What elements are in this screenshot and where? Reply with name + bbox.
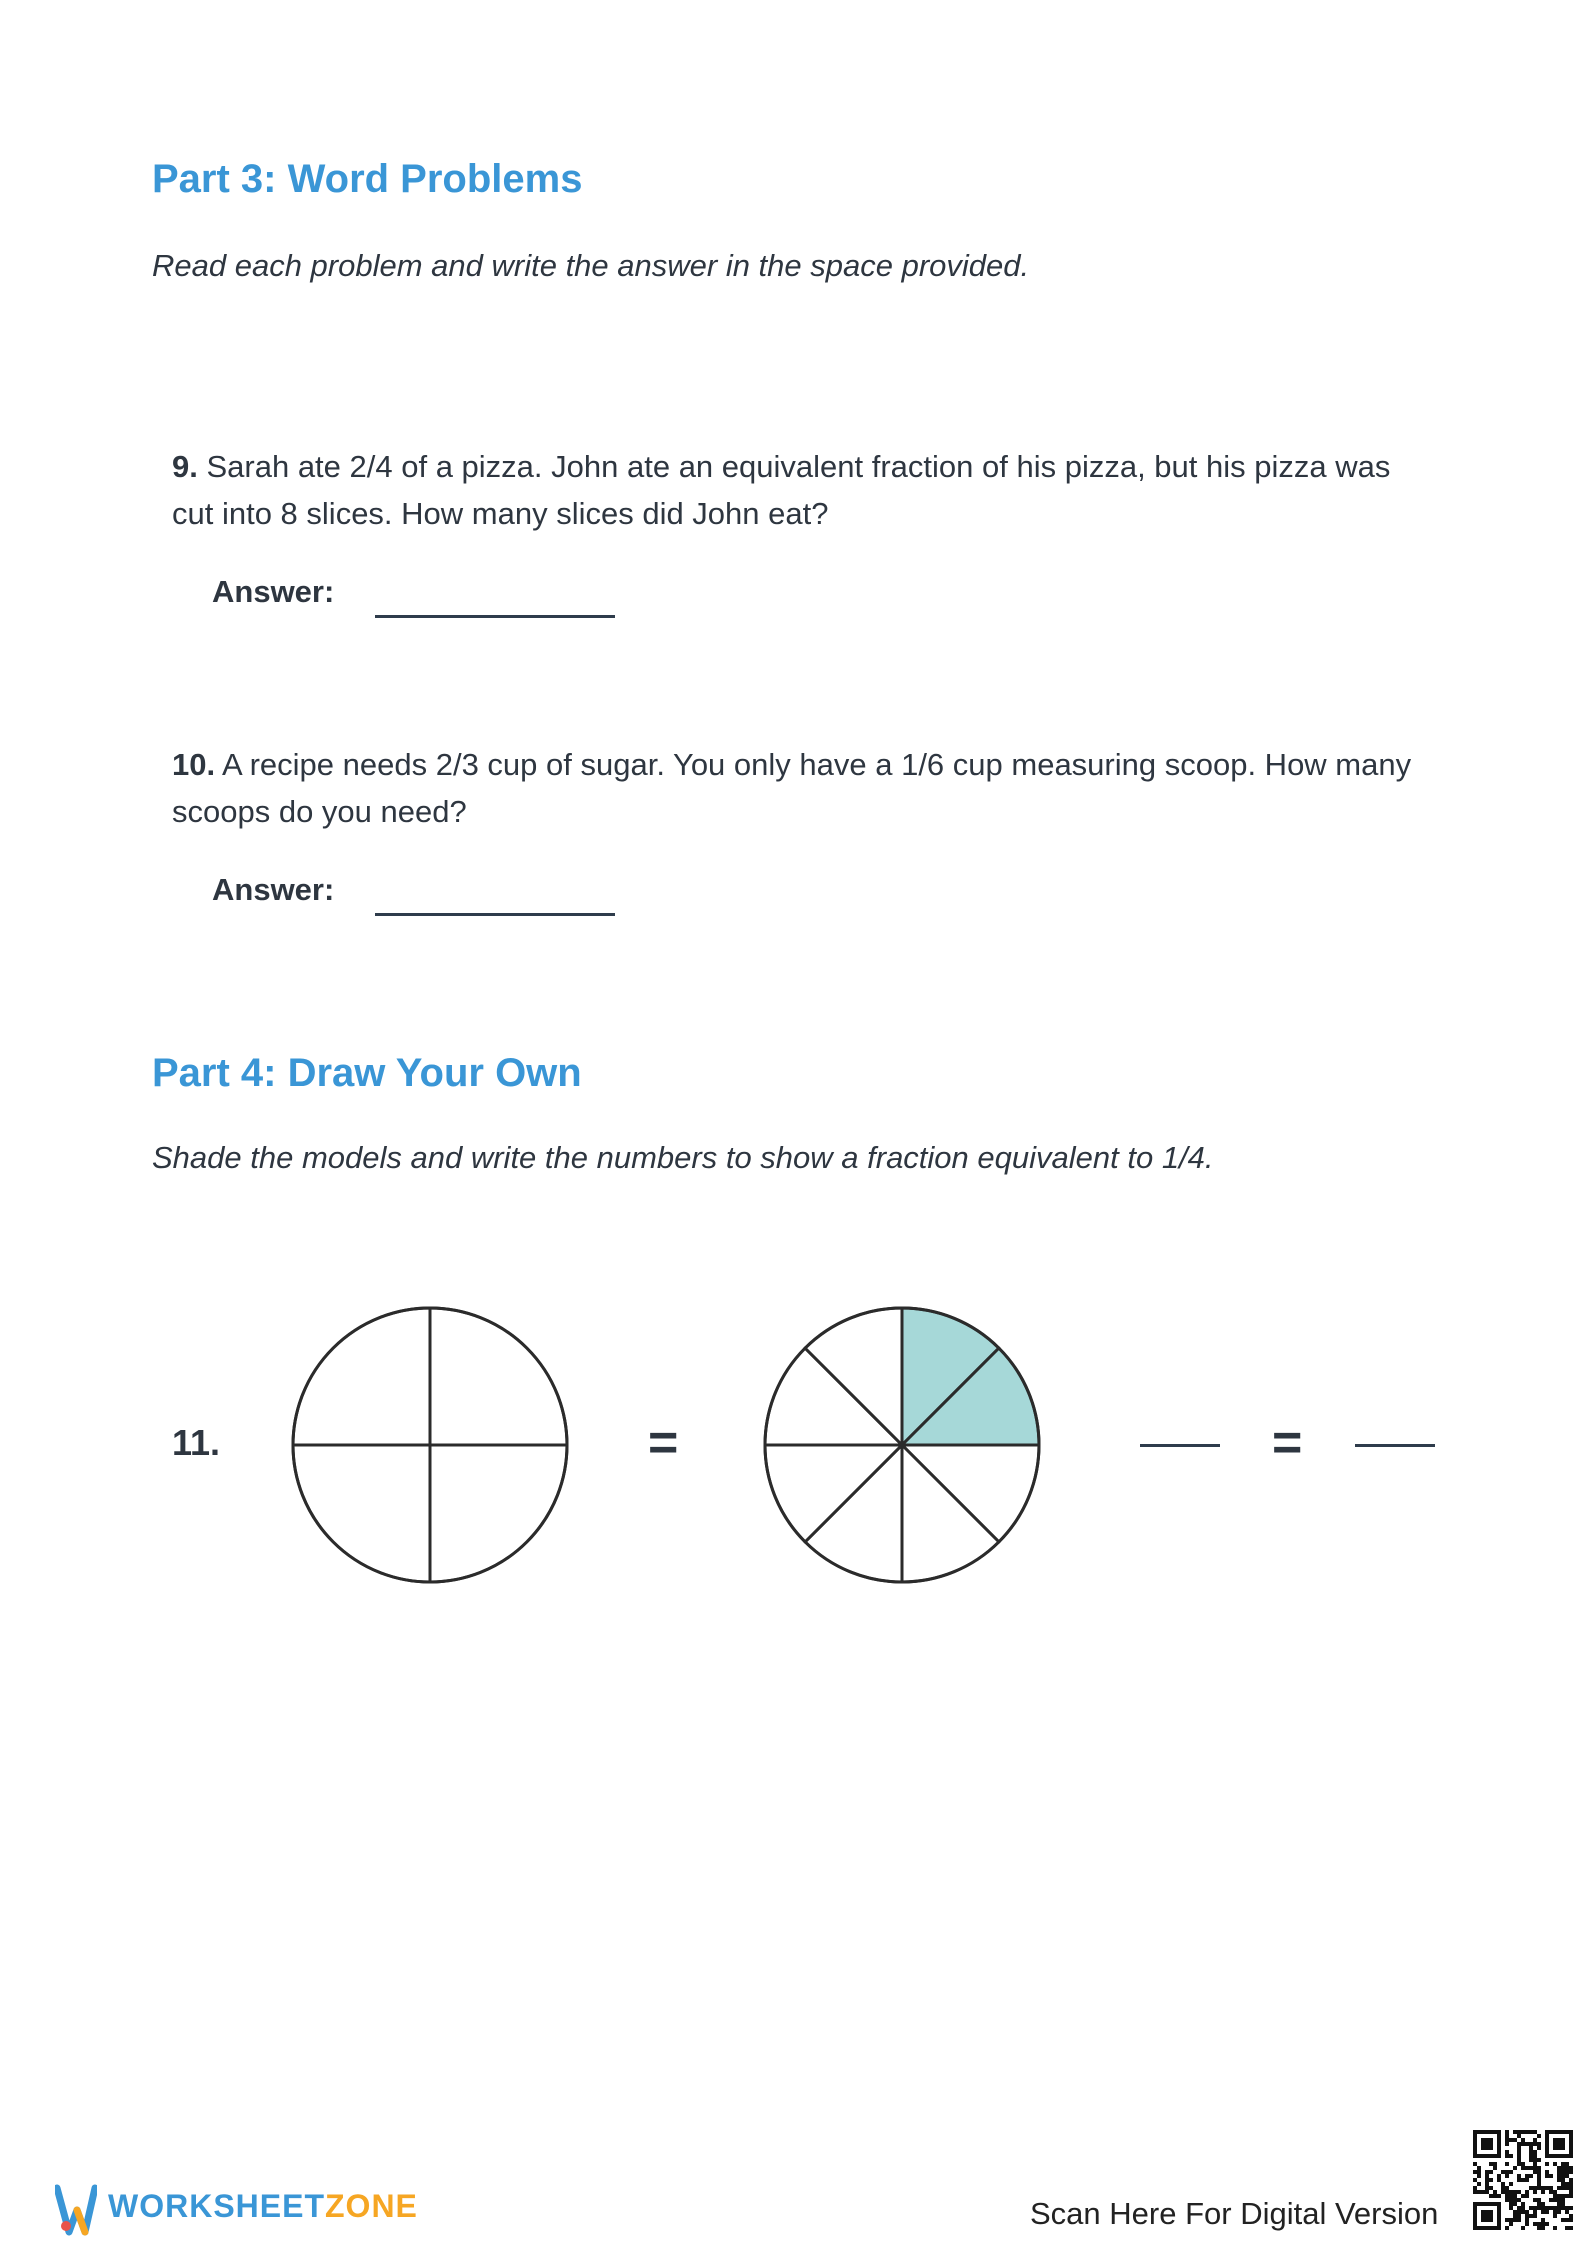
question-text: A recipe needs 2/3 cup of sugar. You only have a 1/6 cup measuring scoop. How many scoops do you need? — [172, 747, 1412, 829]
part3-instruction: Read each problem and write the answer in the space provided. — [152, 248, 1030, 283]
blank-numerator-2[interactable] — [1355, 1444, 1435, 1447]
answer-line-9[interactable] — [375, 615, 615, 618]
part4-instruction: Shade the models and write the numbers to show a fraction equivalent to 1/4. — [152, 1140, 1214, 1175]
question-number: 9. — [172, 449, 198, 484]
question-text: Sarah ate 2/4 of a pizza. John ate an equivalent fraction of his pizza, but his pizza was cut into 8 slices. How many slices did John eat? — [172, 449, 1391, 531]
scan-text: Scan Here For Digital Version — [1030, 2196, 1439, 2231]
fraction-model-eighths[interactable] — [757, 1300, 1047, 1590]
blank-numerator-1[interactable] — [1140, 1444, 1220, 1447]
question-10 — [172, 741, 1432, 835]
unshaded-sector[interactable] — [430, 1445, 567, 1582]
logo-prefix: WORKSHEET — [108, 2188, 325, 2224]
unshaded-sector[interactable] — [293, 1445, 430, 1582]
qr-code-icon[interactable] — [1470, 2124, 1576, 2236]
fraction-model-fourths[interactable] — [285, 1300, 575, 1590]
question-11-number: 11. — [172, 1422, 221, 1463]
unshaded-sector[interactable] — [293, 1308, 430, 1445]
equals-sign: = — [648, 1414, 679, 1472]
part4-heading: Part 4: Draw Your Own — [152, 1051, 582, 1095]
answer-label: Answer: — [212, 872, 335, 907]
equals-sign: = — [1272, 1414, 1303, 1472]
answer-line-10[interactable] — [375, 913, 615, 916]
logo-suffix: ZONE — [325, 2188, 418, 2224]
part3-heading: Part 3: Word Problems — [152, 157, 583, 201]
worksheetzone-logo-icon — [55, 2180, 97, 2236]
question-number: 10. — [172, 747, 216, 782]
worksheetzone-logo-text[interactable] — [108, 2188, 418, 2225]
answer-label: Answer: — [212, 574, 335, 609]
unshaded-sector[interactable] — [430, 1308, 567, 1445]
question-9 — [172, 443, 1432, 537]
